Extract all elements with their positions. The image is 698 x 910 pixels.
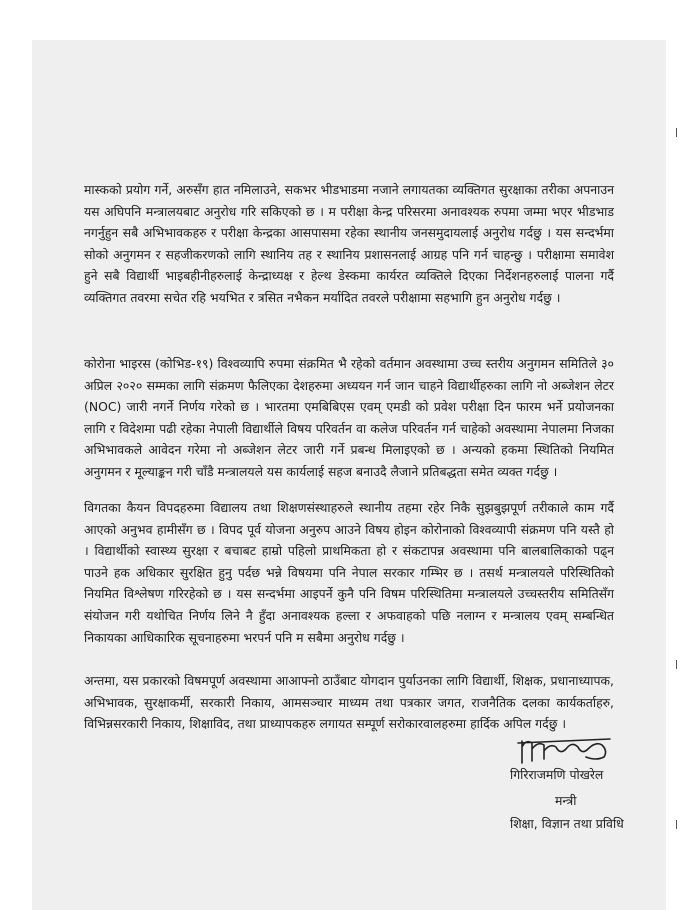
signatory-department: शिक्षा, विज्ञान तथा प्रविधि	[510, 816, 624, 831]
paragraph-closing-appeal: अन्तमा, यस प्रकारको विषमपूर्ण अवस्थामा आआफ्नो ठाउँबाट योगदान पुर्याउनका लागि विद्यार्थी, शिक्षक, प्रधानाध्यापक, अभिभावक, सुरक्षाकर्मी, सरकारी निकाय, आमसञ्चार माध्यम तथा पत्रकार जगत, राजनैतिक दलका कार्यकर्ताहरु, विभिन्नसरकारी निकाय, शिक्षाविद, तथा प्राध्यापकहरु लगायत सम्पूर्ण सरोकारवालहरुमा हार्दिक अपिल गर्दछु ।	[84, 673, 614, 732]
paragraph-disaster-experience: विगतका कैयन विपदहरुमा विद्यालय तथा शिक्षणसंस्थाहरुले स्थानीय तहमा रहेर निकै सुझबुझपूर्ण तरीकाले काम गर्दै आएको अनुभव हामीसँग छ । विपद पूर्व योजना अनुरुप आउने विषय होइन कोरोनाको विश्वव्यापी संक्रमण पनि यस्तै हो । विद्यार्थीको स्वास्थ्य सुरक्षा र बचाबट हाम्रो पहिलो प्राथमिकता हो र संकटापन्न अवस्थामा पनि बालबालिकाको पढ्न पाउने हक अधिकार सुरक्षित हुनु पर्दछ भन्ने विषयमा पनि नेपाल सरकार गम्भिर छ । तसर्थ मन्त्रालयले परिस्थितिको नियमित विश्लेषण गरिरहेको छ । यस सन्दर्भमा आइपर्ने कुनै पनि विषम परिस्थितिमा मन्त्रालयले उच्चस्तरीय समितिसँग संयोजन गरी यथोचित निर्णय लिने नै हुँदा अनावश्यक हल्ला र अफवाहको पछि नलाग्न र मन्त्रालय एवम् सम्बन्धित निकायका आधिकारिक सूचनाहरुमा भरपर्न पनि म सबैमा अनुरोध गर्दछु ।	[84, 500, 614, 645]
handwritten-signature	[516, 733, 616, 769]
page-edge-mark	[676, 128, 677, 137]
signatory-name: गिरिराजमणि पोखरेल	[510, 767, 604, 782]
page-edge-mark	[676, 660, 677, 669]
page-edge-mark	[676, 820, 677, 829]
signatory-title: मन्त्री	[555, 793, 577, 808]
paragraph-safety-measures: मास्कको प्रयोग गर्ने, अरुसँग हात नमिलाउने, सकभर भीडभाडमा नजाने लगायतका व्यक्तिगत सुरक्षाका तरीका अपनाउन यस अघिपनि मन्त्रालयबाट अनुरोध गरि सकिएको छ । म परीक्षा केन्द्र परिसरमा अनावश्यक रुपमा जम्मा भएर भीडभाड नगर्नुहुन सबै अभिभावकहरु र परीक्षा केन्द्रका आसपासमा रहेका स्थानीय जनसमुदायलाई अनुरोध गर्दछु । यस सन्दर्भमा सोको अनुगमन र सहजीकरणको लागि स्थानिय तह र स्थानिय प्रशासनलाई आग्रह पनि गर्न चाहन्छु । परीक्षामा समावेश हुने सबै विद्यार्थी भाइबहीनीहरुलाई केन्द्राध्यक्ष र हेल्थ डेस्कमा कार्यरत व्यक्तिले दिएका निर्देशनहरुलाई पालना गर्दै व्यक्तिगत तवरमा सचेत रहि भयभित र त्रसित नभैकन मर्यादित तवरले परीक्षामा सहभागि हुन अनुरोध गर्दछु ।	[84, 182, 614, 305]
paragraph-noc-notice: कोरोना भाइरस (कोभिड-१९) विश्वव्यापि रुपमा संक्रमित भै रहेको वर्तमान अवस्थामा उच्च स्तरीय अनुगमन समितिले ३० अप्रिल २०२० सम्मका लागि संक्रमण फैलिएका देशहरुमा अध्ययन गर्न जान चाहने विद्यार्थीहरुका लागि नो अब्जेशन लेटर (NOC) जारी नगर्ने निर्णय गरेको छ । भारतमा एमबिबिएस एवम् एमडी को प्रवेश परीक्षा दिन फारम भर्ने प्रयोजनका लागि र विदेशमा पढी रहेका नेपाली विद्यार्थीले विषय परिवर्तन वा कलेज परिवर्तन गर्न चाहेको अवस्थामा नेपालमा निजका अभिभावकले आवेदन गरेमा नो अब्जेशन लेटर जारी गर्ने प्रबन्ध मिलाइएको छ । अन्यको हकमा स्थितिको नियमित अनुगमन र मूल्याङ्कन गरी चाँडै मन्त्रालयले यस कार्यलाई सहज बनाउदै लैजाने प्रतिबद्धता समेत व्यक्त गर्दछु ।	[84, 356, 614, 479]
